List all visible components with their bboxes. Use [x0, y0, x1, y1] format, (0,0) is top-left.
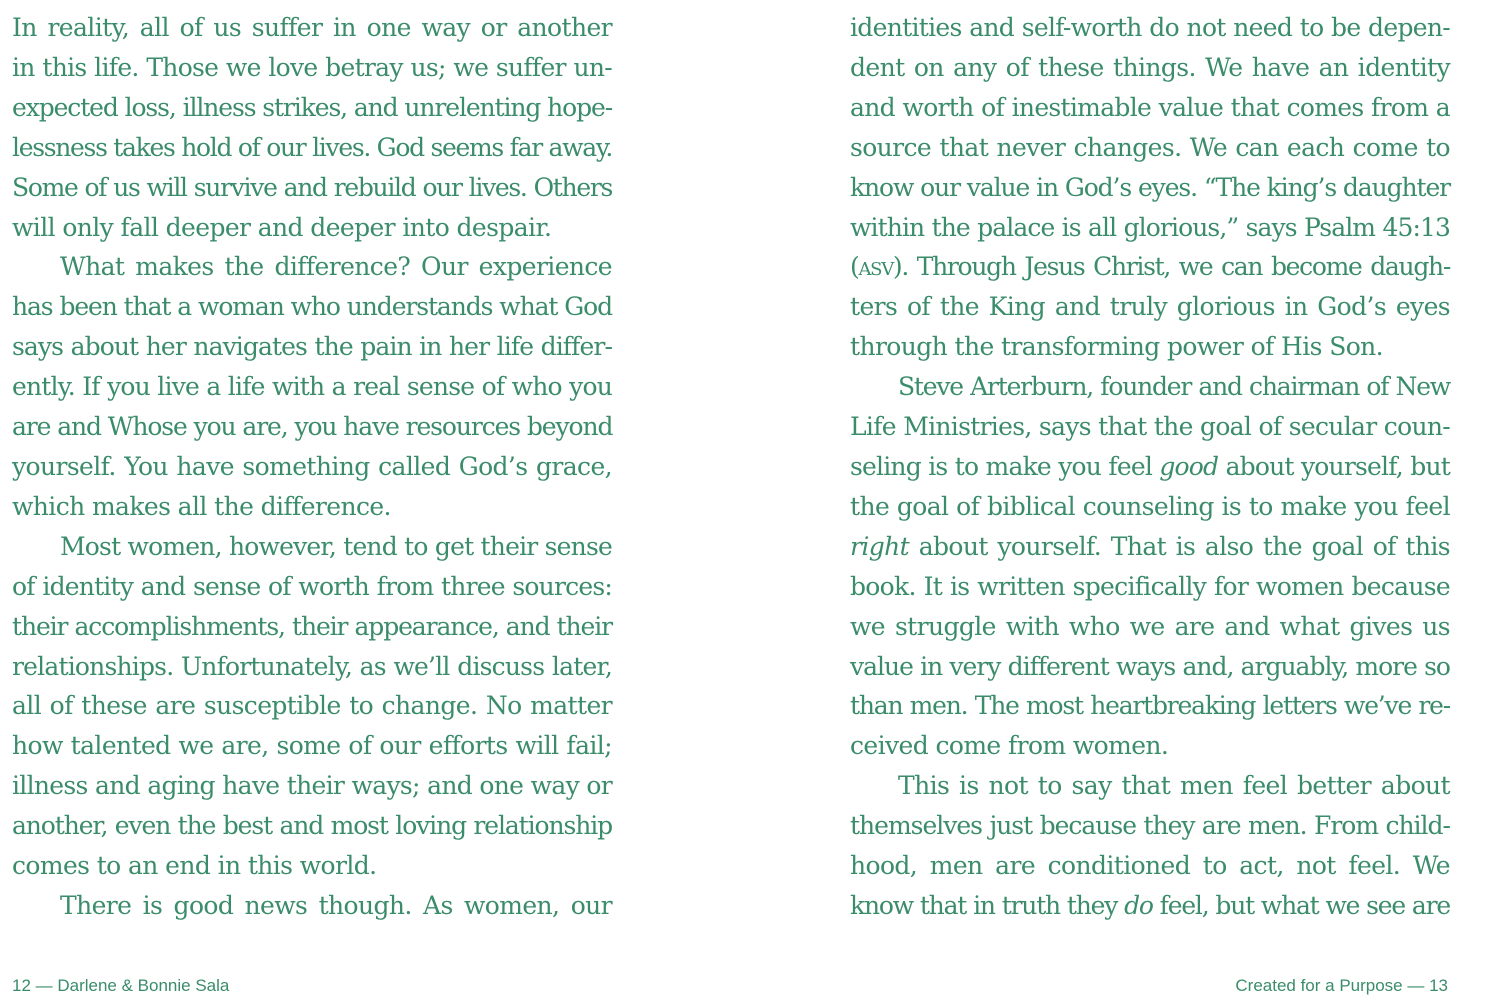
- text-line: all of these are susceptible to change. No matter: [12, 691, 612, 721]
- text-line: are and Whose you are, you have resources beyond: [12, 412, 613, 442]
- text-line: illness and aging have their ways; and one way or: [12, 771, 612, 801]
- text-line: In reality, all of us suffer in one way or another: [12, 13, 612, 42]
- text-segment: feel, but what we see are: [1152, 890, 1450, 920]
- paragraph: [12, 886, 612, 926]
- text-line: than men. The most heartbreaking letters we’ve re-: [850, 691, 1450, 721]
- paragraph: [850, 766, 1450, 926]
- left-page-text: [12, 8, 612, 926]
- text-line: Most women, however, tend to get their sense: [60, 531, 612, 561]
- right-page: [850, 8, 1450, 926]
- text-line: we struggle with who we are and what gives us: [850, 611, 1450, 641]
- paragraph: [12, 8, 612, 247]
- text-line: There is good news though. As women, our: [60, 890, 612, 920]
- text-line: their accomplishments, their appearance, and their: [12, 611, 612, 641]
- paragraph: [12, 527, 612, 886]
- text-line: ently. If you live a life with a real sense of who you: [12, 372, 612, 402]
- text-line: within the palace is all glorious,” says Psalm 45:13: [850, 212, 1450, 242]
- text-line: [850, 886, 1450, 926]
- italic-text: good: [1159, 451, 1219, 481]
- text-line: the goal of biblical counseling is to make you feel: [850, 491, 1450, 521]
- text-segment: (: [850, 252, 859, 282]
- text-line: yourself. You have something called God’s grace,: [12, 451, 612, 481]
- text-line: lessness takes hold of our lives. God seems far away.: [12, 132, 612, 162]
- text-line: source that never changes. We can each come to: [850, 132, 1450, 162]
- text-line: This is not to say that men feel better about: [898, 771, 1450, 801]
- text-line: book. It is written specifically for women because: [850, 571, 1450, 601]
- text-line: in this life. Those we love betray us; we suffer un-: [12, 52, 612, 82]
- text-line: says about her navigates the pain in her life differ-: [12, 332, 612, 362]
- text-line: relationships. Unfortunately, as we’ll discuss later,: [12, 651, 612, 681]
- text-line: through the transforming power of His Son.: [850, 332, 1384, 362]
- text-line: ters of the King and truly glorious in God’s eyes: [850, 292, 1450, 322]
- text-line: [850, 527, 1450, 567]
- text-line: Steve Arterburn, founder and chairman of New: [898, 372, 1450, 402]
- text-line: value in very different ways and, arguably, more so: [850, 651, 1450, 681]
- text-line: of identity and sense of worth from three sources:: [12, 571, 612, 601]
- text-line: identities and self-worth do not need to be depen-: [850, 13, 1450, 42]
- small-caps-text: asv: [858, 252, 893, 282]
- text-line: Life Ministries, says that the goal of secular coun-: [850, 412, 1450, 442]
- text-line: another, even the best and most loving relationship: [12, 811, 612, 841]
- right-page-footer: Created for a Purpose — 13: [1235, 976, 1448, 995]
- text-line: ceived come from women.: [850, 731, 1169, 761]
- right-page-text: [850, 8, 1450, 926]
- text-line: dent on any of these things. We have an identity: [850, 52, 1450, 82]
- text-line: [850, 447, 1450, 487]
- text-line: Some of us will survive and rebuild our lives. Others: [12, 172, 612, 202]
- italic-text: do: [1124, 890, 1153, 920]
- text-line: which makes all the difference.: [12, 491, 391, 521]
- paragraph: [850, 367, 1450, 766]
- text-line: comes to an end in this world.: [12, 851, 377, 881]
- text-line: know our value in God’s eyes. “The king’s daughter: [850, 172, 1450, 202]
- text-segment: about yourself. That is also the goal of this: [909, 531, 1450, 561]
- italic-text: right: [850, 531, 910, 561]
- text-line: expected loss, illness strikes, and unrelenting hope-: [12, 92, 613, 122]
- text-line: themselves just because they are men. From child-: [850, 811, 1450, 841]
- left-page: [12, 8, 612, 926]
- text-line: and worth of inestimable value that comes from a: [850, 92, 1450, 122]
- text-line: hood, men are conditioned to act, not feel. We: [850, 851, 1450, 881]
- text-segment: know that in truth they: [850, 890, 1125, 920]
- text-line: will only fall deeper and deeper into despair.: [12, 212, 552, 242]
- text-segment: seling is to make you feel: [850, 451, 1160, 481]
- left-page-footer: 12 — Darlene & Bonnie Sala: [12, 976, 230, 995]
- text-segment: ). Through Jesus Christ, we can become daugh-: [892, 252, 1450, 282]
- text-segment: about yourself, but: [1218, 451, 1450, 481]
- text-line: how talented we are, some of our efforts will fail;: [12, 731, 612, 761]
- text-line: What makes the difference? Our experience: [60, 252, 612, 282]
- paragraph: [12, 247, 612, 526]
- text-line: has been that a woman who understands what God: [12, 292, 612, 322]
- paragraph: [850, 8, 1450, 367]
- text-line: [850, 247, 1450, 287]
